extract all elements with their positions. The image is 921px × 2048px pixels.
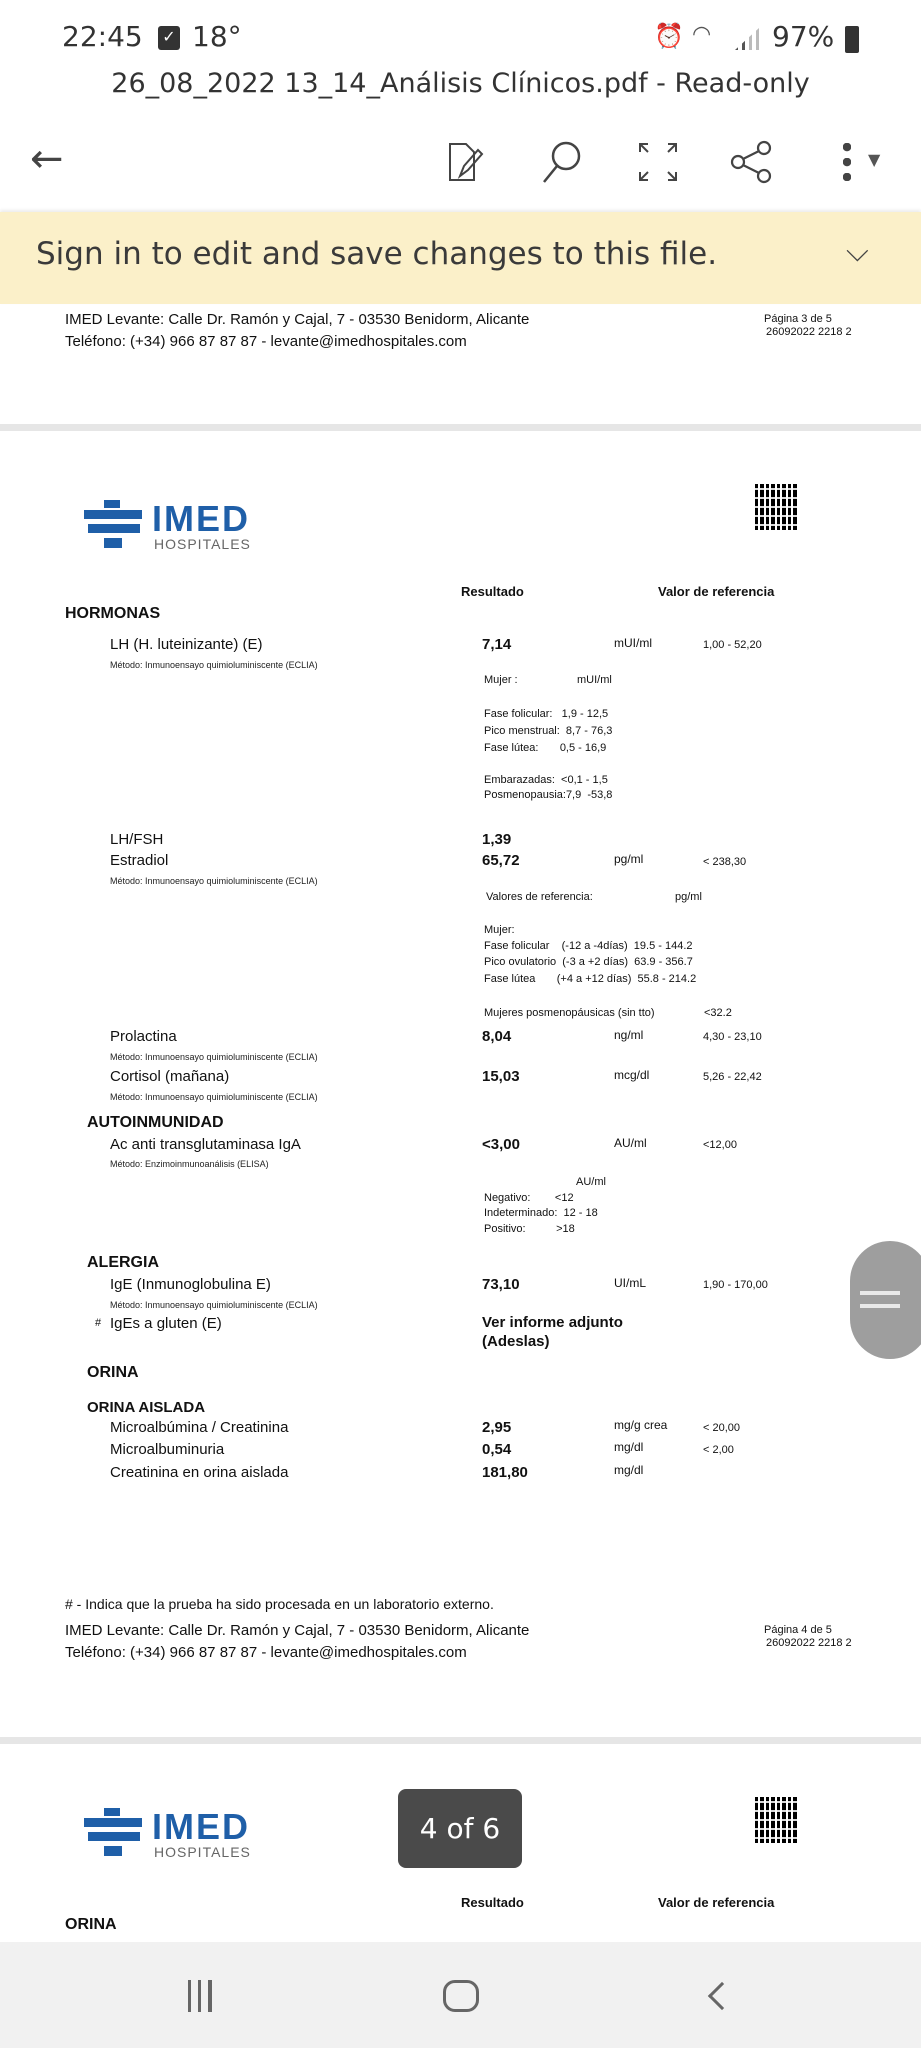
test-result: <3,00 bbox=[482, 1136, 520, 1153]
footer-address: IMED Levante: Calle Dr. Ramón y Cajal, 7 - 03530 Benidorm, Alicante bbox=[65, 1622, 530, 1639]
imed-logo-mark-icon bbox=[84, 1808, 142, 1858]
test-method: Método: Inmunoensayo quimioluminiscente (ECLIA) bbox=[110, 1300, 318, 1310]
test-result: 73,10 bbox=[482, 1276, 520, 1293]
test-name: Microalbúmina / Creatinina bbox=[110, 1419, 289, 1436]
column-header-reference: Valor de referencia bbox=[658, 1895, 775, 1910]
test-result: 181,80 bbox=[482, 1464, 528, 1481]
test-method: Método: Inmunoensayo quimioluminiscente (ECLIA) bbox=[110, 1092, 318, 1102]
note-title: Valores de referencia: bbox=[486, 891, 593, 903]
test-name: Creatinina en orina aislada bbox=[110, 1464, 289, 1481]
section-orina-aislada: ORINA AISLADA bbox=[87, 1399, 206, 1416]
column-header-reference: Valor de referencia bbox=[658, 584, 775, 599]
footer-page-number: Página 4 de 5 bbox=[764, 1624, 832, 1636]
note-line: Pico ovulatorio (-3 a +2 días) 63.9 - 356.7 bbox=[484, 956, 693, 968]
test-method: Método: Inmunoensayo quimioluminiscente (ECLIA) bbox=[110, 660, 318, 670]
test-reference: < 2,00 bbox=[703, 1444, 734, 1456]
test-name: Ac anti transglutaminasa IgA bbox=[110, 1136, 301, 1153]
test-result: 7,14 bbox=[482, 636, 512, 653]
external-lab-mark: # bbox=[95, 1317, 102, 1329]
note-label: Mujer : bbox=[484, 674, 518, 686]
test-reference: 4,30 - 23,10 bbox=[703, 1031, 762, 1043]
footer-page-number: Página 3 de 5 bbox=[764, 313, 832, 325]
note-unit: AU/ml bbox=[576, 1176, 606, 1188]
share-icon[interactable] bbox=[730, 140, 774, 184]
logo-subtitle: HOSPITALES bbox=[154, 536, 251, 552]
test-unit: pg/ml bbox=[614, 852, 644, 866]
test-name: LH/FSH bbox=[110, 831, 164, 848]
document-title: 26_08_2022 13_14_Análisis Clínicos.pdf - Read-only bbox=[111, 68, 810, 99]
sign-in-banner[interactable] bbox=[0, 212, 921, 304]
note-line: Fase lútea: 0,5 - 16,9 bbox=[484, 742, 607, 754]
page-indicator: 4 of 6 bbox=[398, 1789, 522, 1868]
section-orina: ORINA bbox=[65, 1916, 117, 1933]
note-line: Fase folicular: 1,9 - 12,5 bbox=[484, 708, 609, 720]
battery-icon bbox=[845, 26, 859, 53]
note-line: Positivo: >18 bbox=[484, 1223, 575, 1235]
test-name: Microalbuminuria bbox=[110, 1441, 225, 1458]
test-reference: <12,00 bbox=[703, 1139, 737, 1151]
test-name: IgE (Inmunoglobulina E) bbox=[110, 1276, 271, 1293]
sign-in-text: Sign in to edit and save changes to this file. bbox=[36, 236, 718, 272]
test-unit: mcg/dl bbox=[614, 1068, 650, 1082]
footer-phone: Teléfono: (+34) 966 87 87 87 - levante@imedhospitales.com bbox=[65, 1644, 467, 1661]
footer-code: 26092022 2218 2 bbox=[766, 1637, 852, 1649]
footer-address: IMED Levante: Calle Dr. Ramón y Cajal, 7 - 03530 Benidorm, Alicante bbox=[65, 311, 530, 328]
section-autoinmunidad: AUTOINMUNIDAD bbox=[87, 1114, 224, 1131]
note-postmenopause-value: <32.2 bbox=[704, 1007, 732, 1019]
test-unit: mUI/ml bbox=[614, 636, 652, 650]
back-icon[interactable] bbox=[708, 1982, 736, 2010]
test-result: 1,39 bbox=[482, 831, 512, 848]
test-result: Ver informe adjunto bbox=[482, 1314, 623, 1331]
test-result: 0,54 bbox=[482, 1441, 512, 1458]
test-unit: ng/ml bbox=[614, 1028, 644, 1042]
note-line: Fase folicular (-12 a -4días) 19.5 - 144.2 bbox=[484, 940, 693, 952]
test-unit: mg/g crea bbox=[614, 1418, 668, 1432]
page-separator bbox=[0, 424, 921, 431]
test-result: 65,72 bbox=[482, 852, 520, 869]
test-name: IgEs a gluten (E) bbox=[110, 1315, 222, 1332]
test-result: 8,04 bbox=[482, 1028, 512, 1045]
logo-name: IMED bbox=[152, 498, 250, 539]
note-line: Fase lútea (+4 a +12 días) 55.8 - 214.2 bbox=[484, 973, 697, 985]
checkbox-notification-icon: ✓ bbox=[158, 26, 180, 50]
test-reference: 5,26 - 22,42 bbox=[703, 1071, 762, 1083]
status-time: 22:45 bbox=[62, 20, 143, 53]
section-orina: ORINA bbox=[87, 1364, 139, 1381]
search-icon[interactable] bbox=[540, 138, 586, 184]
status-temperature: 18° bbox=[192, 20, 242, 53]
test-method: Método: Enzimoinmunoanálisis (ELISA) bbox=[110, 1159, 269, 1169]
fast-scroll-handle[interactable] bbox=[850, 1241, 921, 1359]
test-reference: < 20,00 bbox=[703, 1422, 741, 1434]
note-line: Mujer: bbox=[484, 924, 515, 936]
handle-grip-icon bbox=[860, 1291, 900, 1295]
column-header-result: Resultado bbox=[461, 584, 524, 599]
note-postmenopause: Mujeres posmenopáusicas (sin tto) bbox=[484, 1007, 655, 1019]
test-unit: AU/ml bbox=[614, 1136, 647, 1150]
wifi-icon: ◠ bbox=[692, 22, 712, 47]
test-method: Método: Inmunoensayo quimioluminiscente (ECLIA) bbox=[110, 876, 318, 886]
fullscreen-icon[interactable] bbox=[638, 142, 678, 182]
logo-name: IMED bbox=[152, 1806, 250, 1847]
note-unit: pg/ml bbox=[675, 891, 702, 903]
note-line: Negativo: <12 bbox=[484, 1192, 574, 1204]
test-unit: UI/mL bbox=[614, 1276, 647, 1290]
test-result-continued: (Adeslas) bbox=[482, 1333, 550, 1350]
test-name: Estradiol bbox=[110, 852, 169, 869]
imed-logo-mark-icon bbox=[84, 500, 142, 550]
footer-phone: Teléfono: (+34) 966 87 87 87 - levante@imedhospitales.com bbox=[65, 333, 467, 350]
note-line: Pico menstrual: 8,7 - 76,3 bbox=[484, 725, 613, 737]
alarm-icon: ⏰ bbox=[654, 22, 684, 50]
navigation-bar bbox=[0, 1942, 921, 2048]
footer-code: 26092022 2218 2 bbox=[766, 326, 852, 338]
home-icon[interactable] bbox=[443, 1980, 479, 2012]
test-reference: 1,00 - 52,20 bbox=[703, 639, 762, 651]
column-header-result: Resultado bbox=[461, 1895, 524, 1910]
test-name: Cortisol (mañana) bbox=[110, 1068, 230, 1085]
dropdown-caret-icon[interactable]: ▼ bbox=[868, 150, 881, 169]
signal-icon bbox=[735, 28, 759, 50]
more-options-icon[interactable] bbox=[843, 143, 851, 181]
page-separator bbox=[0, 1737, 921, 1744]
logo-subtitle: HOSPITALES bbox=[154, 1844, 251, 1860]
test-reference: 1,90 - 170,00 bbox=[703, 1279, 768, 1291]
test-unit: mg/dl bbox=[614, 1463, 644, 1477]
test-name: LH (H. luteinizante) (E) bbox=[110, 636, 263, 653]
test-result: 15,03 bbox=[482, 1068, 520, 1085]
note-line: Posmenopausia:7,9 -53,8 bbox=[484, 789, 613, 801]
battery-percent: 97% bbox=[772, 20, 835, 53]
test-method: Método: Inmunoensayo quimioluminiscente (ECLIA) bbox=[110, 1052, 318, 1062]
edit-document-icon[interactable] bbox=[446, 142, 490, 182]
section-alergia: ALERGIA bbox=[87, 1254, 159, 1271]
footnote: # - Indica que la prueba ha sido procesada en un laboratorio externo. bbox=[65, 1596, 494, 1612]
test-unit: mg/dl bbox=[614, 1440, 644, 1454]
test-reference: < 238,30 bbox=[703, 856, 747, 868]
note-line: Embarazadas: <0,1 - 1,5 bbox=[484, 774, 608, 786]
section-hormonas: HORMONAS bbox=[65, 605, 161, 622]
recent-apps-icon[interactable] bbox=[188, 1980, 212, 2012]
qr-code bbox=[755, 1797, 799, 1843]
qr-code bbox=[755, 484, 799, 530]
handle-grip-icon bbox=[860, 1304, 900, 1308]
note-unit: mUI/ml bbox=[577, 674, 612, 686]
note-line: Indeterminado: 12 - 18 bbox=[484, 1207, 598, 1219]
back-arrow-icon[interactable]: ← bbox=[30, 136, 64, 182]
test-name: Prolactina bbox=[110, 1028, 177, 1045]
chevron-down-icon[interactable]: ⌵ bbox=[846, 234, 869, 269]
test-result: 2,95 bbox=[482, 1419, 512, 1436]
